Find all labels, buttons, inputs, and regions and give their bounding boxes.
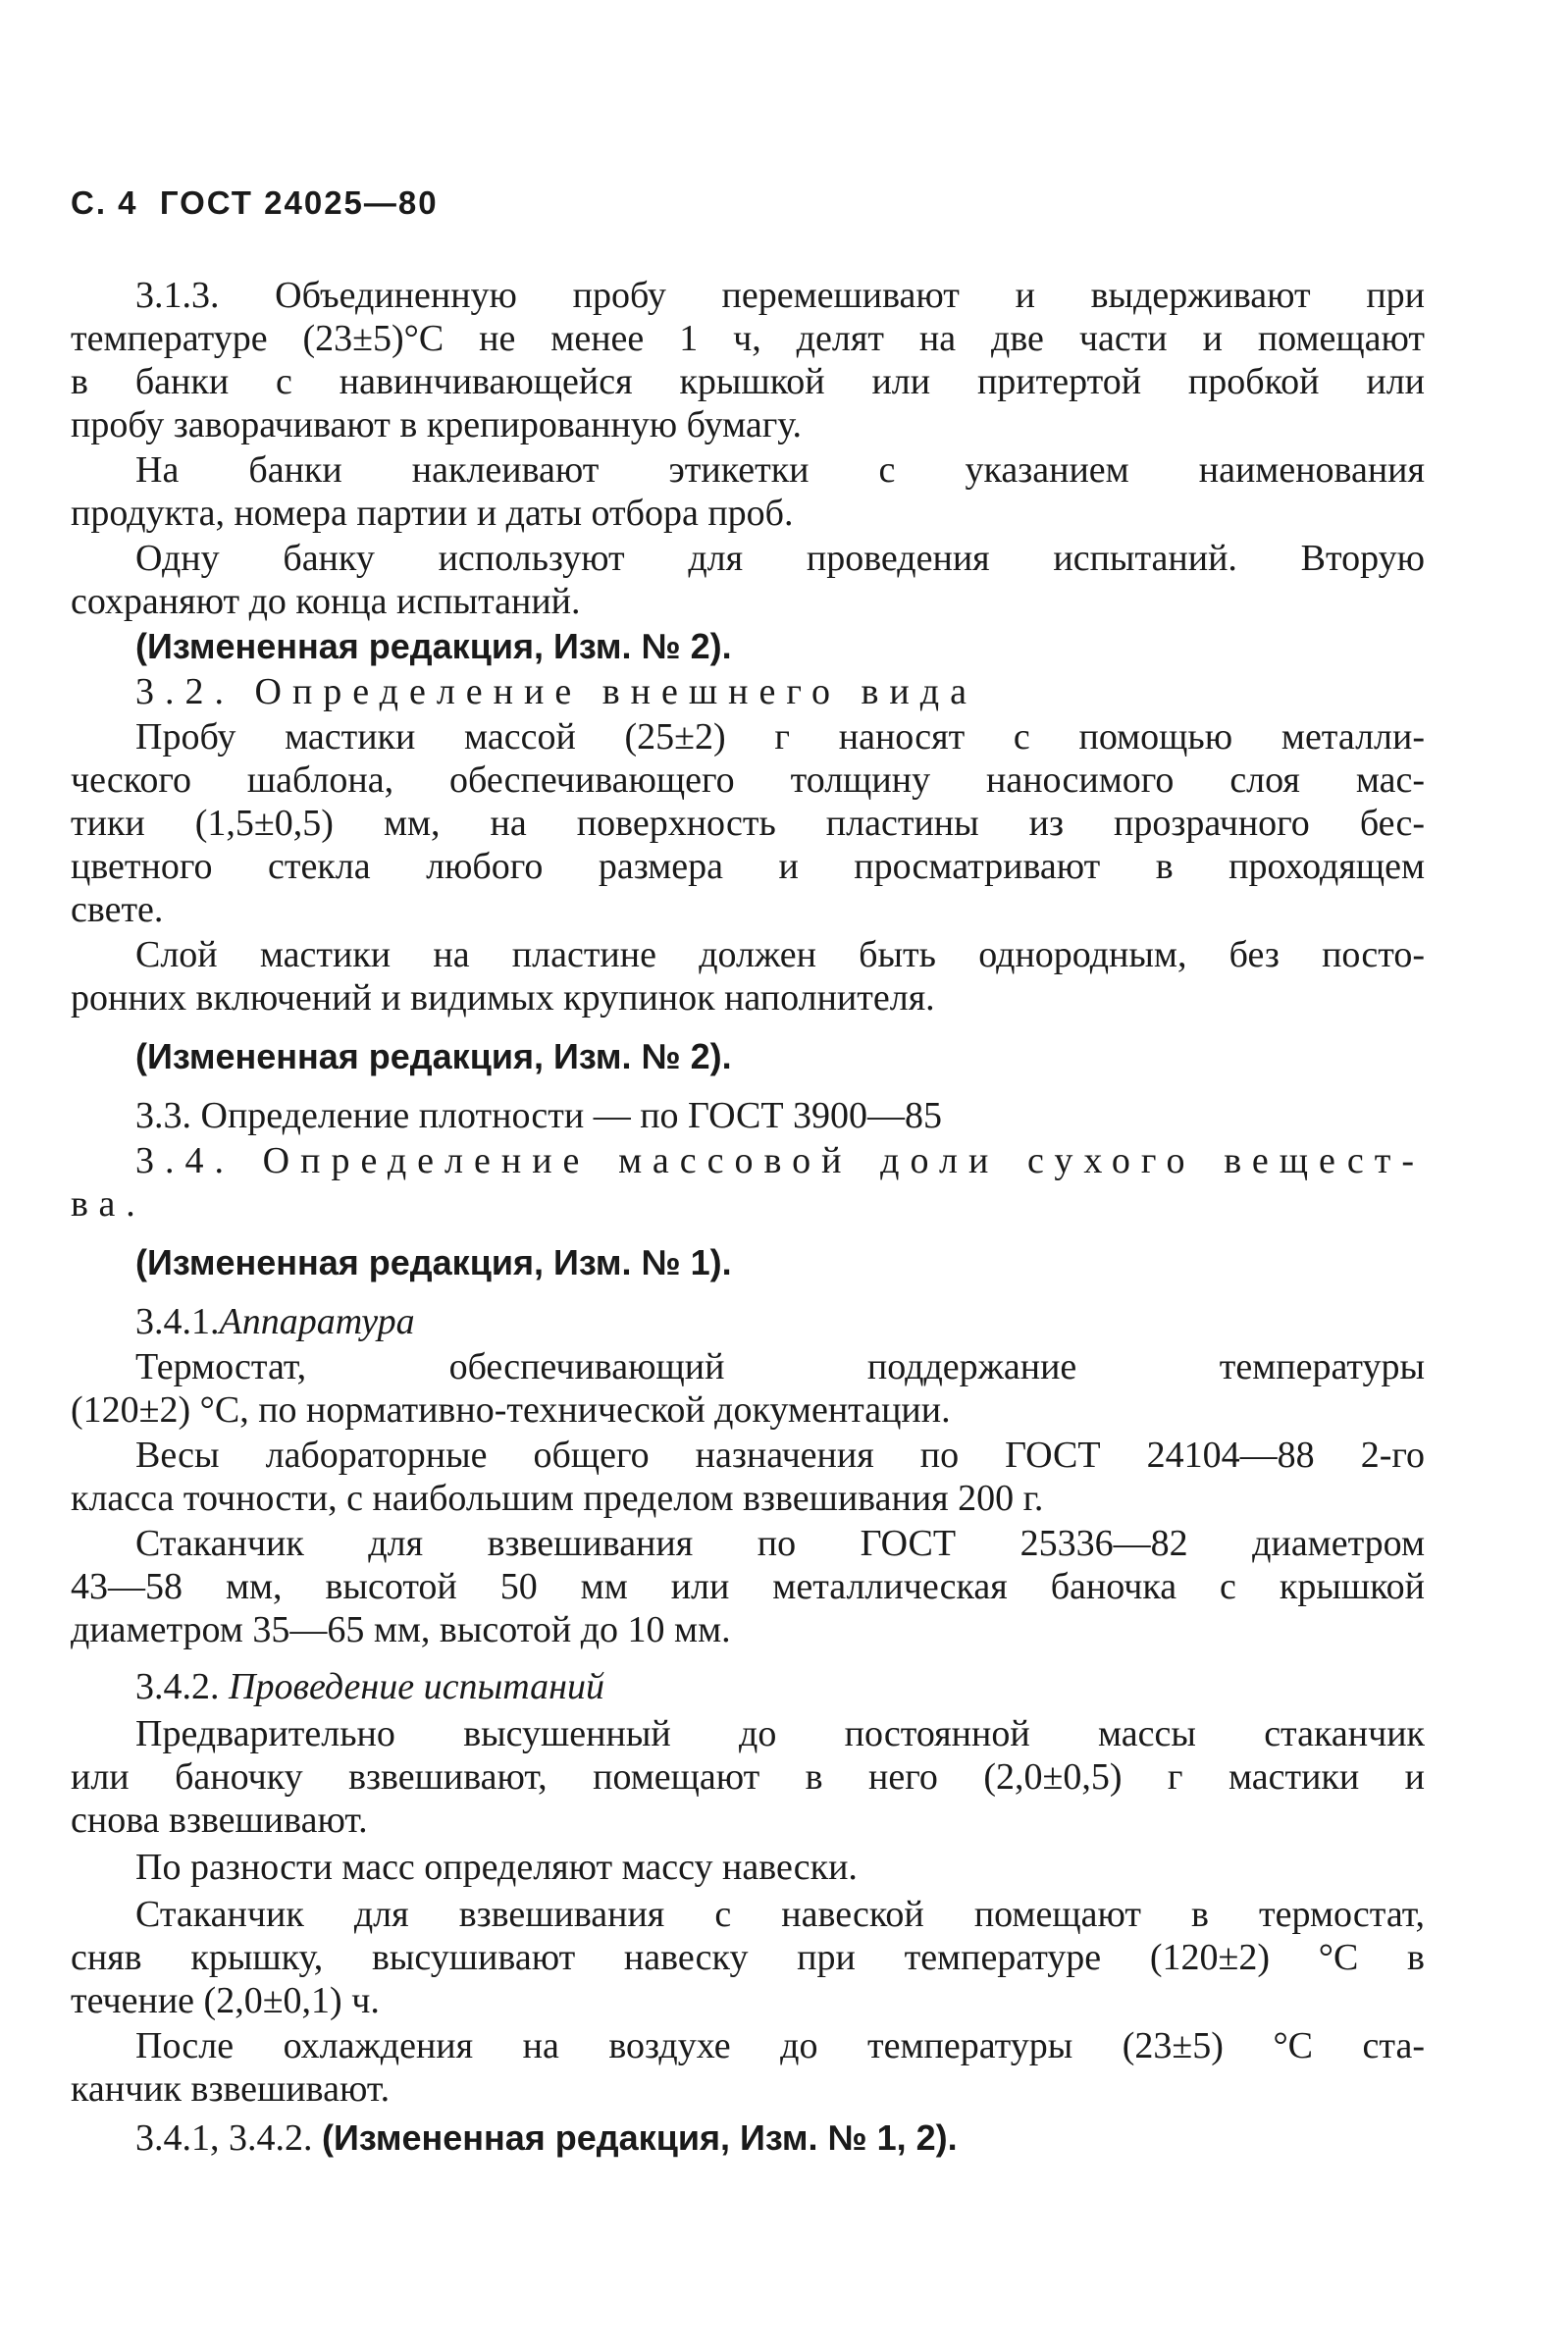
difference-line: По разности масс определяют массу навески. [135,1847,858,1888]
section-3-4-1-title: Аппаратура [219,1301,415,1342]
drying-line-1: Стаканчик для взвешивания с навеской помещают в термостат, [135,1894,1425,1935]
section-3-4-1-heading [135,1299,1425,1344]
revision-note-3-4: (Измененная редакция, Изм. № 1). [135,1242,732,1282]
section-3-4-heading-line-2: ва. [71,1183,146,1225]
predried-line-3: снова взвешивают. [71,1800,368,1841]
revision-text: (Измененная редакция, Изм. № 1, 2). [322,2117,958,2158]
scales-line-1: Весы лабораторные общего назначения по ГОСТ 24104—88 2-го [135,1435,1425,1476]
layer-paragraph-line-1: Слой мастики на пластине должен быть однородным, без посто- [135,934,1425,975]
cooling-line-2: канчик взвешивают. [71,2068,391,2110]
drying-line-2: сняв крышку, высушивают навеску при температуре (120±2) °С в [71,1937,1425,1978]
cooling-line-1: После охлаждения на воздухе до температуры (23±5) °С ста- [135,2025,1425,2066]
paragraph-3-1-3-line-2: температуре (23±5)°С не менее 1 ч, делят на две части и помещают [71,318,1425,359]
revision-note-3-4-1-3-4-2 [135,2116,1425,2161]
procedure-line-5: свете. [71,889,164,930]
jar-paragraph-line-1: Одну банку используют для проведения испытаний. Вторую [135,538,1425,579]
section-3-4-heading-line-1: 3.4. Определение массовой доли сухого вещест- [135,1140,1425,1181]
revision-note-3-2: (Измененная редакция, Изм. № 2). [135,1036,732,1076]
section-3-3-text: 3.3. Определение плотности — по ГОСТ 3900—85 [135,1095,943,1136]
cup-line-1: Стаканчик для взвешивания по ГОСТ 25336—82 диаметром [135,1523,1425,1564]
section-3-4-2-title: Проведение испытаний [229,1666,604,1707]
revision-prefix: 3.4.1, 3.4.2. [135,2117,313,2159]
section-3-4-2-heading [135,1664,1425,1709]
predried-line-2: или баночку взвешивают, помещают в него (2,0±0,5) г мастики и [71,1756,1425,1798]
procedure-line-1: Пробу мастики массой (25±2) г наносят с помощью металли- [135,716,1425,758]
drying-line-3: течение (2,0±0,1) ч. [71,1980,380,2021]
section-3-2-heading: 3.2. Определение внешнего вида [135,671,977,712]
cup-line-3: диаметром 35—65 мм, высотой до 10 мм. [71,1609,731,1650]
thermostat-line-1: Термостат, обеспечивающий поддержание температуры [135,1346,1425,1387]
cup-line-2: 43—58 мм, высотой 50 мм или металлическая баночка с крышкой [71,1566,1425,1607]
procedure-line-2: ческого шаблона, обеспечивающего толщину наносимого слоя мас- [71,759,1425,801]
paragraph-3-1-3-line-1: 3.1.3. Объединенную пробу перемешивают и выдерживают при [135,275,1425,316]
section-3-4-2-number: 3.4.2. [135,1666,220,1707]
labels-paragraph-line-1: На банки наклеивают этикетки с указанием наименования [135,449,1425,491]
section-3-4-1-number: 3.4.1. [135,1301,220,1342]
procedure-line-4: цветного стекла любого размера и просматривают в проходящем [71,846,1425,887]
page-header: С. 4 ГОСТ 24025—80 [71,184,439,221]
procedure-line-3: тики (1,5±0,5) мм, на поверхность пластины из прозрачного бес- [71,803,1425,844]
paragraph-3-1-3-line-4: пробу заворачивают в крепированную бумагу. [71,404,803,445]
labels-paragraph-line-2: продукта, номера партии и даты отбора проб. [71,493,794,534]
scales-line-2: класса точности, с наибольшим пределом взвешивания 200 г. [71,1478,1044,1519]
jar-paragraph-line-2: сохраняют до конца испытаний. [71,581,581,622]
layer-paragraph-line-2: ронних включений и видимых крупинок наполнителя. [71,977,935,1019]
revision-note-3-1-3: (Измененная редакция, Изм. № 2). [135,626,732,666]
paragraph-3-1-3-line-3: в банки с навинчивающейся крышкой или притертой пробкой или [71,361,1425,402]
predried-line-1: Предварительно высушенный до постоянной массы стаканчик [135,1713,1425,1754]
thermostat-line-2: (120±2) °С, по нормативно-технической документации. [71,1389,951,1431]
